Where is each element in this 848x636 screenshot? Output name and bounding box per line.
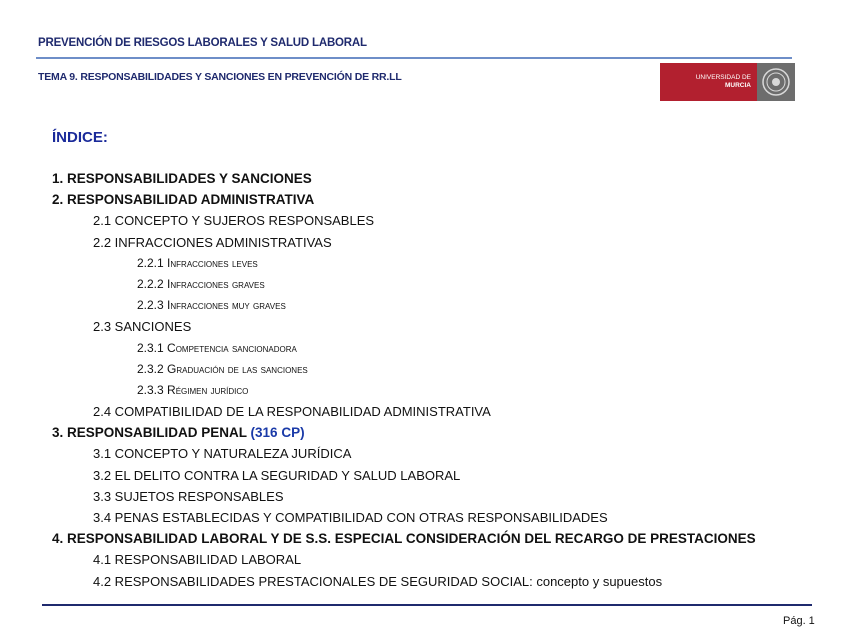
toc-text: Régimen jurídico <box>167 382 249 397</box>
toc-number: 2.2.1 <box>137 255 164 270</box>
toc-item-3 <box>0 422 848 443</box>
toc-text: Infracciones leves <box>167 255 258 270</box>
toc-item-3-4: 3.4 PENAS ESTABLECIDAS Y COMPATIBILIDAD CON OTRAS RESPONSABILIDADES <box>93 510 608 525</box>
page-number: Pág. 1 <box>783 615 815 627</box>
toc-number: 2.2.2 <box>137 276 164 291</box>
logo-line-1: UNIVERSIDAD DE <box>695 74 751 81</box>
toc-item-2-3: 2.3 SANCIONES <box>93 319 192 335</box>
toc-item-2-2: 2.2 INFRACCIONES ADMINISTRATIVAS <box>93 234 332 250</box>
toc-item-3-2: 3.2 EL DELITO CONTRA LA SEGURIDAD Y SALUD LABORAL <box>93 467 461 483</box>
toc-text: Infracciones muy graves <box>167 298 286 313</box>
toc-number: 2.2.3 <box>137 298 164 313</box>
toc-number: 2.3.3 <box>137 382 164 397</box>
toc-item-2-3-3 <box>0 380 848 401</box>
toc-item-2-1: 2.1 CONCEPTO Y SUJEROS RESPONSABLES <box>93 213 375 229</box>
toc-item-2: 2. RESPONSABILIDAD ADMINISTRATIVA <box>52 192 315 208</box>
header-title: PREVENCIÓN DE RIESGOS LABORALES Y SALUD LABORAL <box>38 37 367 49</box>
university-logo <box>660 63 795 101</box>
table-of-contents <box>0 168 848 592</box>
toc-text: Competencia sancionadora <box>167 340 297 355</box>
seal-icon <box>757 63 795 101</box>
toc-item-4-2: 4.2 RESPONSABILIDADES PRESTACIONALES DE SEGURIDAD SOCIAL: concepto y supuestos <box>93 573 663 589</box>
toc-text: 3. RESPONSABILIDAD PENAL <box>52 425 247 441</box>
index-title: ÍNDICE: <box>52 129 108 146</box>
toc-item-2-3-1 <box>0 338 848 359</box>
toc-item-4: 4. RESPONSABILIDAD LABORAL Y DE S.S. ESPECIAL CONSIDERACIÓN DEL RECARGO DE PRESTACIONES <box>52 531 756 547</box>
logo-line-2: MURCIA <box>725 82 751 89</box>
toc-text: Graduación de las sanciones <box>167 361 308 376</box>
toc-item-2-4: 2.4 COMPATIBILIDAD DE LA RESPONABILIDAD ADMINISTRATIVA <box>93 404 491 420</box>
footer-divider <box>42 604 812 606</box>
toc-text: Infracciones graves <box>167 276 265 291</box>
toc-item-3-1: 3.1 CONCEPTO Y NATURALEZA JURÍDICA <box>93 446 352 462</box>
toc-number: 2.3.2 <box>137 361 164 376</box>
toc-item-3-3: 3.3 SUJETOS RESPONSABLES <box>93 488 284 504</box>
toc-item-2-3-2 <box>0 359 848 380</box>
header-subtitle: TEMA 9. RESPONSABILIDADES Y SANCIONES EN PREVENCIÓN DE RR.LL <box>38 71 402 83</box>
toc-reference: (316 CP) <box>250 425 305 441</box>
header-divider <box>36 57 792 59</box>
logo-text <box>660 74 757 90</box>
toc-item-1: 1. RESPONSABILIDADES Y SANCIONES <box>52 171 312 186</box>
toc-number: 2.3.1 <box>137 340 164 355</box>
toc-item-2-2-3 <box>0 295 848 316</box>
toc-item-2-2-1 <box>0 253 848 274</box>
toc-item-2-2-2 <box>0 274 848 295</box>
toc-item-4-1: 4.1 RESPONSABILIDAD LABORAL <box>93 552 302 568</box>
